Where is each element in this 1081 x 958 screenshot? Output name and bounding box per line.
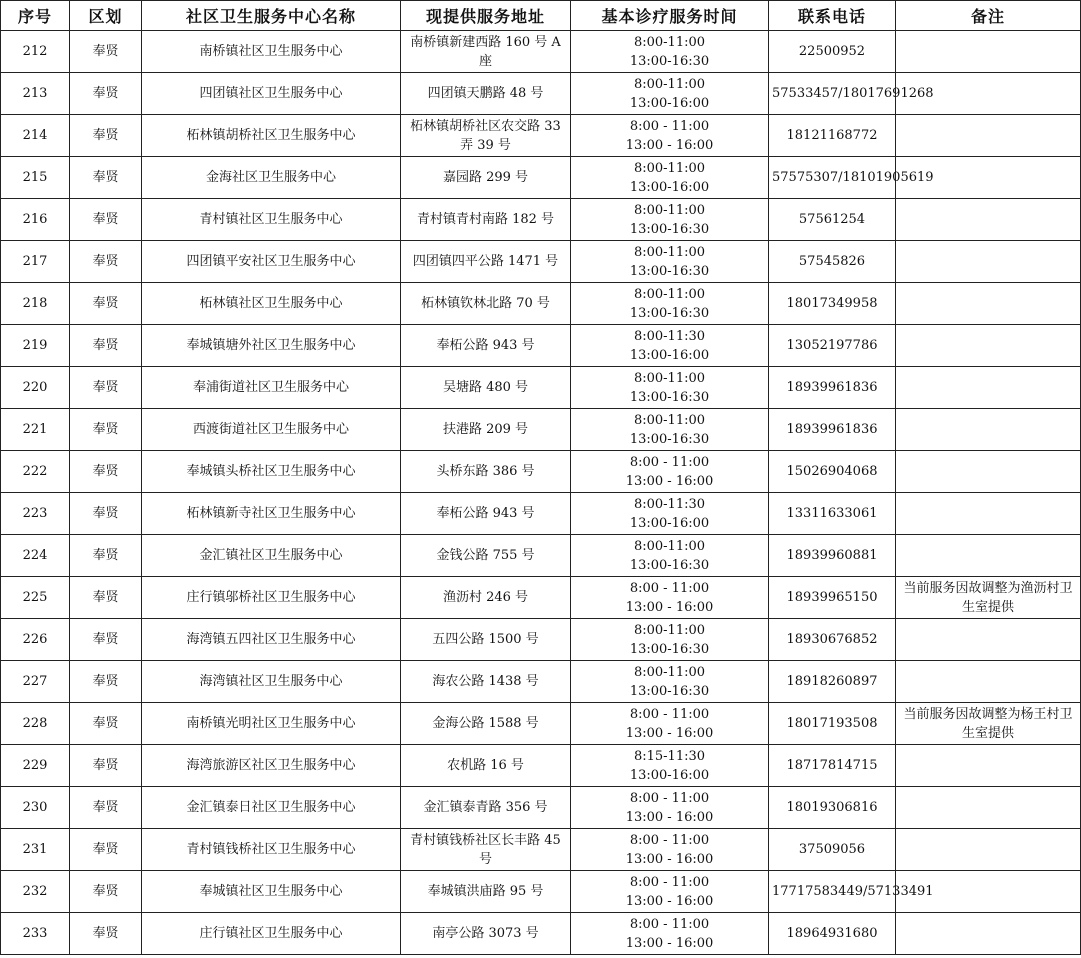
morning-hours: 8:00-11:00 bbox=[633, 160, 706, 176]
address-cell: 农机路 16 号 bbox=[401, 745, 571, 787]
remarks-cell bbox=[896, 241, 1081, 283]
phone-cell: 18717814715 bbox=[769, 745, 896, 787]
district-cell: 奉贤 bbox=[70, 199, 142, 241]
phone-cell: 57575307/18101905619 bbox=[769, 157, 896, 199]
center-name-cell: 柘林镇新寺社区卫生服务中心 bbox=[142, 493, 401, 535]
morning-hours: 8:00 - 11:00 bbox=[629, 916, 710, 932]
remarks-cell bbox=[896, 619, 1081, 661]
afternoon-hours: 13:00 - 16:00 bbox=[625, 809, 714, 825]
afternoon-hours: 13:00-16:00 bbox=[629, 95, 710, 111]
afternoon-hours: 13:00-16:30 bbox=[629, 431, 710, 447]
remarks-cell bbox=[896, 745, 1081, 787]
hours-cell bbox=[571, 913, 769, 955]
hours-cell bbox=[571, 157, 769, 199]
address-cell: 柘林镇钦林北路 70 号 bbox=[401, 283, 571, 325]
center-name-cell: 海湾旅游区社区卫生服务中心 bbox=[142, 745, 401, 787]
remarks-cell bbox=[896, 787, 1081, 829]
district-cell: 奉贤 bbox=[70, 73, 142, 115]
morning-hours: 8:00-11:30 bbox=[633, 328, 706, 344]
hours-cell bbox=[571, 535, 769, 577]
hours-cell bbox=[571, 619, 769, 661]
district-cell: 奉贤 bbox=[70, 31, 142, 73]
hours-cell bbox=[571, 829, 769, 871]
serial-number-cell: 216 bbox=[1, 199, 70, 241]
morning-hours: 8:00-11:00 bbox=[633, 244, 706, 260]
afternoon-hours: 13:00-16:30 bbox=[629, 221, 710, 237]
header-district: 区划 bbox=[70, 1, 142, 31]
serial-number-cell: 222 bbox=[1, 451, 70, 493]
morning-hours: 8:00-11:00 bbox=[633, 538, 706, 554]
serial-number-cell: 225 bbox=[1, 577, 70, 619]
address-cell: 四团镇天鹏路 48 号 bbox=[401, 73, 571, 115]
serial-number-cell: 217 bbox=[1, 241, 70, 283]
address-cell: 青村镇钱桥社区长丰路 45 号 bbox=[401, 829, 571, 871]
header-remarks: 备注 bbox=[896, 1, 1081, 31]
morning-hours: 8:00-11:00 bbox=[633, 622, 706, 638]
address-cell: 奉柘公路 943 号 bbox=[401, 325, 571, 367]
phone-cell: 22500952 bbox=[769, 31, 896, 73]
serial-number-cell: 224 bbox=[1, 535, 70, 577]
phone-cell: 57561254 bbox=[769, 199, 896, 241]
address-cell: 金钱公路 755 号 bbox=[401, 535, 571, 577]
phone-cell: 18939961836 bbox=[769, 409, 896, 451]
afternoon-hours: 13:00-16:30 bbox=[629, 53, 710, 69]
remarks-cell bbox=[896, 409, 1081, 451]
afternoon-hours: 13:00-16:00 bbox=[629, 179, 710, 195]
morning-hours: 8:00-11:00 bbox=[633, 76, 706, 92]
remarks-cell bbox=[896, 199, 1081, 241]
center-name-cell: 四团镇平安社区卫生服务中心 bbox=[142, 241, 401, 283]
afternoon-hours: 13:00 - 16:00 bbox=[625, 725, 714, 741]
table-row bbox=[1, 409, 1081, 451]
afternoon-hours: 13:00 - 16:00 bbox=[625, 893, 714, 909]
center-name-cell: 奉城镇塘外社区卫生服务中心 bbox=[142, 325, 401, 367]
center-name-cell: 庄行镇社区卫生服务中心 bbox=[142, 913, 401, 955]
serial-number-cell: 223 bbox=[1, 493, 70, 535]
header-address: 现提供服务地址 bbox=[401, 1, 571, 31]
district-cell: 奉贤 bbox=[70, 619, 142, 661]
table-row bbox=[1, 577, 1081, 619]
morning-hours: 8:00-11:00 bbox=[633, 34, 706, 50]
table-row bbox=[1, 703, 1081, 745]
phone-cell: 18964931680 bbox=[769, 913, 896, 955]
morning-hours: 8:00 - 11:00 bbox=[629, 832, 710, 848]
address-cell: 金汇镇泰青路 356 号 bbox=[401, 787, 571, 829]
district-cell: 奉贤 bbox=[70, 325, 142, 367]
hours-cell bbox=[571, 409, 769, 451]
table-row bbox=[1, 829, 1081, 871]
table-body bbox=[1, 31, 1081, 955]
phone-cell: 57533457/18017691268 bbox=[769, 73, 896, 115]
afternoon-hours: 13:00-16:30 bbox=[629, 305, 710, 321]
hours-cell bbox=[571, 871, 769, 913]
table-row bbox=[1, 325, 1081, 367]
header-center-name: 社区卫生服务中心名称 bbox=[142, 1, 401, 31]
address-cell: 头桥东路 386 号 bbox=[401, 451, 571, 493]
table-row bbox=[1, 241, 1081, 283]
afternoon-hours: 13:00-16:00 bbox=[629, 767, 710, 783]
hours-cell bbox=[571, 199, 769, 241]
district-cell: 奉贤 bbox=[70, 157, 142, 199]
address-cell: 四团镇四平公路 1471 号 bbox=[401, 241, 571, 283]
address-cell: 奉城镇洪庙路 95 号 bbox=[401, 871, 571, 913]
morning-hours: 8:00-11:30 bbox=[633, 496, 706, 512]
afternoon-hours: 13:00-16:30 bbox=[629, 683, 710, 699]
serial-number-cell: 230 bbox=[1, 787, 70, 829]
table-row bbox=[1, 73, 1081, 115]
header-row bbox=[1, 1, 1081, 31]
remarks-cell: 当前服务因故调整为杨王村卫生室提供 bbox=[896, 703, 1081, 745]
serial-number-cell: 229 bbox=[1, 745, 70, 787]
remarks-cell bbox=[896, 535, 1081, 577]
table-row bbox=[1, 745, 1081, 787]
morning-hours: 8:15-11:30 bbox=[633, 748, 706, 764]
serial-number-cell: 220 bbox=[1, 367, 70, 409]
center-name-cell: 金海社区卫生服务中心 bbox=[142, 157, 401, 199]
table-row bbox=[1, 31, 1081, 73]
center-name-cell: 奉城镇头桥社区卫生服务中心 bbox=[142, 451, 401, 493]
phone-cell: 18017193508 bbox=[769, 703, 896, 745]
phone-cell: 15026904068 bbox=[769, 451, 896, 493]
afternoon-hours: 13:00-16:30 bbox=[629, 641, 710, 657]
table-row bbox=[1, 157, 1081, 199]
remarks-cell bbox=[896, 367, 1081, 409]
serial-number-cell: 218 bbox=[1, 283, 70, 325]
address-cell: 青村镇青村南路 182 号 bbox=[401, 199, 571, 241]
district-cell: 奉贤 bbox=[70, 745, 142, 787]
address-cell: 南亭公路 3073 号 bbox=[401, 913, 571, 955]
phone-cell: 18939960881 bbox=[769, 535, 896, 577]
district-cell: 奉贤 bbox=[70, 535, 142, 577]
hours-cell bbox=[571, 451, 769, 493]
district-cell: 奉贤 bbox=[70, 703, 142, 745]
table-row bbox=[1, 115, 1081, 157]
hours-cell bbox=[571, 241, 769, 283]
center-name-cell: 南桥镇社区卫生服务中心 bbox=[142, 31, 401, 73]
morning-hours: 8:00 - 11:00 bbox=[629, 790, 710, 806]
table-row bbox=[1, 619, 1081, 661]
table-row bbox=[1, 661, 1081, 703]
serial-number-cell: 213 bbox=[1, 73, 70, 115]
table-row bbox=[1, 451, 1081, 493]
morning-hours: 8:00 - 11:00 bbox=[629, 706, 710, 722]
serial-number-cell: 231 bbox=[1, 829, 70, 871]
district-cell: 奉贤 bbox=[70, 283, 142, 325]
center-name-cell: 庄行镇邬桥社区卫生服务中心 bbox=[142, 577, 401, 619]
afternoon-hours: 13:00-16:30 bbox=[629, 389, 710, 405]
center-name-cell: 青村镇社区卫生服务中心 bbox=[142, 199, 401, 241]
address-cell: 柘林镇胡桥社区农交路 33 弄 39 号 bbox=[401, 115, 571, 157]
district-cell: 奉贤 bbox=[70, 367, 142, 409]
hours-cell bbox=[571, 367, 769, 409]
afternoon-hours: 13:00 - 16:00 bbox=[625, 851, 714, 867]
morning-hours: 8:00-11:00 bbox=[633, 370, 706, 386]
center-name-cell: 海湾镇社区卫生服务中心 bbox=[142, 661, 401, 703]
address-cell: 渔沥村 246 号 bbox=[401, 577, 571, 619]
hours-cell bbox=[571, 73, 769, 115]
phone-cell: 18939965150 bbox=[769, 577, 896, 619]
table-row bbox=[1, 493, 1081, 535]
phone-cell: 57545826 bbox=[769, 241, 896, 283]
remarks-cell bbox=[896, 115, 1081, 157]
address-cell: 吴塘路 480 号 bbox=[401, 367, 571, 409]
center-name-cell: 金汇镇泰日社区卫生服务中心 bbox=[142, 787, 401, 829]
serial-number-cell: 227 bbox=[1, 661, 70, 703]
remarks-cell bbox=[896, 31, 1081, 73]
afternoon-hours: 13:00 - 16:00 bbox=[625, 935, 714, 951]
table-row bbox=[1, 787, 1081, 829]
phone-cell: 18019306816 bbox=[769, 787, 896, 829]
center-name-cell: 南桥镇光明社区卫生服务中心 bbox=[142, 703, 401, 745]
district-cell: 奉贤 bbox=[70, 577, 142, 619]
district-cell: 奉贤 bbox=[70, 241, 142, 283]
address-cell: 扶港路 209 号 bbox=[401, 409, 571, 451]
center-name-cell: 奉城镇社区卫生服务中心 bbox=[142, 871, 401, 913]
hours-cell bbox=[571, 661, 769, 703]
address-cell: 金海公路 1588 号 bbox=[401, 703, 571, 745]
hours-cell bbox=[571, 325, 769, 367]
table-row bbox=[1, 535, 1081, 577]
remarks-cell bbox=[896, 283, 1081, 325]
phone-cell: 18918260897 bbox=[769, 661, 896, 703]
center-name-cell: 海湾镇五四社区卫生服务中心 bbox=[142, 619, 401, 661]
serial-number-cell: 233 bbox=[1, 913, 70, 955]
hours-cell bbox=[571, 787, 769, 829]
afternoon-hours: 13:00-16:00 bbox=[629, 347, 710, 363]
morning-hours: 8:00-11:00 bbox=[633, 664, 706, 680]
serial-number-cell: 228 bbox=[1, 703, 70, 745]
phone-cell: 18017349958 bbox=[769, 283, 896, 325]
center-name-cell: 四团镇社区卫生服务中心 bbox=[142, 73, 401, 115]
header-service-hours: 基本诊疗服务时间 bbox=[571, 1, 769, 31]
address-cell: 奉柘公路 943 号 bbox=[401, 493, 571, 535]
morning-hours: 8:00-11:00 bbox=[633, 286, 706, 302]
remarks-cell bbox=[896, 829, 1081, 871]
center-name-cell: 西渡街道社区卫生服务中心 bbox=[142, 409, 401, 451]
phone-cell: 18121168772 bbox=[769, 115, 896, 157]
header-phone: 联系电话 bbox=[769, 1, 896, 31]
morning-hours: 8:00 - 11:00 bbox=[629, 580, 710, 596]
table-row bbox=[1, 367, 1081, 409]
district-cell: 奉贤 bbox=[70, 661, 142, 703]
table-row bbox=[1, 913, 1081, 955]
morning-hours: 8:00-11:00 bbox=[633, 202, 706, 218]
table-row bbox=[1, 283, 1081, 325]
center-name-cell: 柘林镇胡桥社区卫生服务中心 bbox=[142, 115, 401, 157]
serial-number-cell: 212 bbox=[1, 31, 70, 73]
serial-number-cell: 219 bbox=[1, 325, 70, 367]
district-cell: 奉贤 bbox=[70, 913, 142, 955]
serial-number-cell: 221 bbox=[1, 409, 70, 451]
table-row bbox=[1, 871, 1081, 913]
hours-cell bbox=[571, 745, 769, 787]
serial-number-cell: 232 bbox=[1, 871, 70, 913]
phone-cell: 37509056 bbox=[769, 829, 896, 871]
hours-cell bbox=[571, 115, 769, 157]
phone-cell: 13052197786 bbox=[769, 325, 896, 367]
serial-number-cell: 215 bbox=[1, 157, 70, 199]
district-cell: 奉贤 bbox=[70, 115, 142, 157]
phone-cell: 17717583449/57133491 bbox=[769, 871, 896, 913]
address-cell: 五四公路 1500 号 bbox=[401, 619, 571, 661]
serial-number-cell: 214 bbox=[1, 115, 70, 157]
hours-cell bbox=[571, 493, 769, 535]
phone-cell: 13311633061 bbox=[769, 493, 896, 535]
table-header bbox=[1, 1, 1081, 31]
remarks-cell: 当前服务因故调整为渔沥村卫生室提供 bbox=[896, 577, 1081, 619]
header-serial-number: 序号 bbox=[1, 1, 70, 31]
hours-cell bbox=[571, 31, 769, 73]
remarks-cell bbox=[896, 661, 1081, 703]
district-cell: 奉贤 bbox=[70, 493, 142, 535]
serial-number-cell: 226 bbox=[1, 619, 70, 661]
center-name-cell: 奉浦街道社区卫生服务中心 bbox=[142, 367, 401, 409]
morning-hours: 8:00 - 11:00 bbox=[629, 118, 710, 134]
remarks-cell bbox=[896, 913, 1081, 955]
hours-cell bbox=[571, 283, 769, 325]
hours-cell bbox=[571, 703, 769, 745]
center-name-cell: 金汇镇社区卫生服务中心 bbox=[142, 535, 401, 577]
morning-hours: 8:00-11:00 bbox=[633, 412, 706, 428]
district-cell: 奉贤 bbox=[70, 871, 142, 913]
afternoon-hours: 13:00 - 16:00 bbox=[625, 599, 714, 615]
remarks-cell bbox=[896, 493, 1081, 535]
district-cell: 奉贤 bbox=[70, 829, 142, 871]
afternoon-hours: 13:00-16:30 bbox=[629, 557, 710, 573]
remarks-cell bbox=[896, 451, 1081, 493]
morning-hours: 8:00 - 11:00 bbox=[629, 874, 710, 890]
remarks-cell bbox=[896, 325, 1081, 367]
afternoon-hours: 13:00-16:30 bbox=[629, 263, 710, 279]
afternoon-hours: 13:00 - 16:00 bbox=[625, 137, 714, 153]
address-cell: 海农公路 1438 号 bbox=[401, 661, 571, 703]
address-cell: 南桥镇新建西路 160 号 A 座 bbox=[401, 31, 571, 73]
district-cell: 奉贤 bbox=[70, 787, 142, 829]
district-cell: 奉贤 bbox=[70, 451, 142, 493]
center-name-cell: 柘林镇社区卫生服务中心 bbox=[142, 283, 401, 325]
center-name-cell: 青村镇钱桥社区卫生服务中心 bbox=[142, 829, 401, 871]
morning-hours: 8:00 - 11:00 bbox=[629, 454, 710, 470]
afternoon-hours: 13:00-16:00 bbox=[629, 515, 710, 531]
table-row bbox=[1, 199, 1081, 241]
hours-cell bbox=[571, 577, 769, 619]
afternoon-hours: 13:00 - 16:00 bbox=[625, 473, 714, 489]
phone-cell: 18930676852 bbox=[769, 619, 896, 661]
address-cell: 嘉园路 299 号 bbox=[401, 157, 571, 199]
phone-cell: 18939961836 bbox=[769, 367, 896, 409]
district-cell: 奉贤 bbox=[70, 409, 142, 451]
